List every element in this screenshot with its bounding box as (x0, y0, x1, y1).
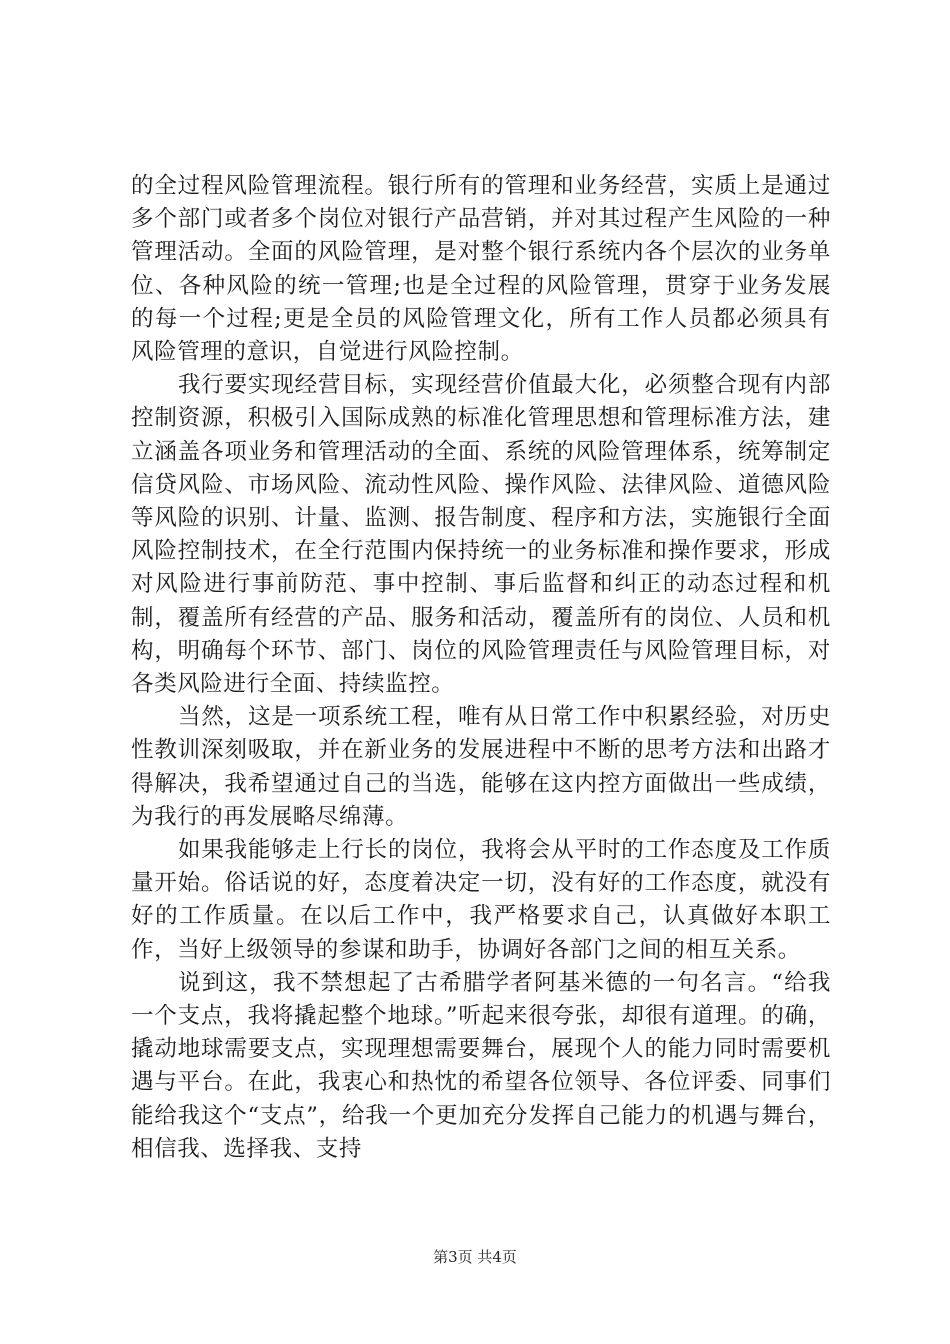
paragraph-risk-management-system: 我行要实现经营目标，实现经营价值最大化，必须整合现有内部控制资源，积极引入国际成熟的标准化管理思想和管理标准方法，建立涵盖各项业务和管理活动的全面、系统的风险管理体系，统筹制定信贷风险、市场风险、流动性风险、操作风险、法律风险、道德风险等风险的识别、计量、监测、报告制度、程序和方法，实施银行全面风险控制技术，在全行范围内保持统一的业务标准和操作要求，形成对风险进行事前防范、事中控制、事后监督和纠正的动态过程和机制，覆盖所有经营的产品、服务和活动，覆盖所有的岗位、人员和机构，明确每个环节、部门、岗位的风险管理责任与风险管理目标，对各类风险进行全面、持续监控。 (131, 372, 831, 698)
page-footer (0, 1247, 950, 1267)
document-body (131, 170, 831, 1166)
page-number-label: 第3页 共4页 (433, 1248, 517, 1266)
paragraph-work-attitude: 如果我能够走上行长的岗位，我将会从平时的工作态度及工作质量开始。俗话说的好，态度着决定一切，没有好的工作态度，就没有好的工作质量。在以后工作中，我严格要求自己，认真做好本职工作，当好上级领导的参谋和助手，协调好各部门之间的相互关系。 (131, 837, 831, 963)
paragraph-continuation: 的全过程风险管理流程。银行所有的管理和业务经营，实质上是通过多个部门或者多个岗位对银行产品营销，并对其过程产生风险的一种管理活动。全面的风险管理，是对整个银行系统内各个层次的业务单位、各种风险的统一管理;也是全过程的风险管理，贯穿于业务发展的每一个过程;更是全员的风险管理文化，所有工作人员都必须具有风险管理的意识，自觉进行风险控制。 (131, 173, 831, 366)
paragraph-system-engineering: 当然，这是一项系统工程，唯有从日常工作中积累经验，对历史性教训深刻吸取，并在新业务的发展进程中不断的思考方法和出路才得解决，我希望通过自己的当选，能够在这内控方面做出一些成绩，为我行的再发展略尽绵薄。 (131, 704, 831, 830)
paragraph-archimedes-quote: 说到这，我不禁想起了古希腊学者阿基米德的一句名言。“给我一个支点，我将撬起整个地球。”听起来很夸张，却很有道理。的确，撬动地球需要支点，实现理想需要舞台，展现个人的能力同时需要机遇与平台。在此，我衷心和热忱的希望各位领导、各位评委、同事们能给我这个“支点”，给我一个更加充分发挥自己能力的机遇与舞台，相信我、选择我、支持 (131, 969, 831, 1162)
